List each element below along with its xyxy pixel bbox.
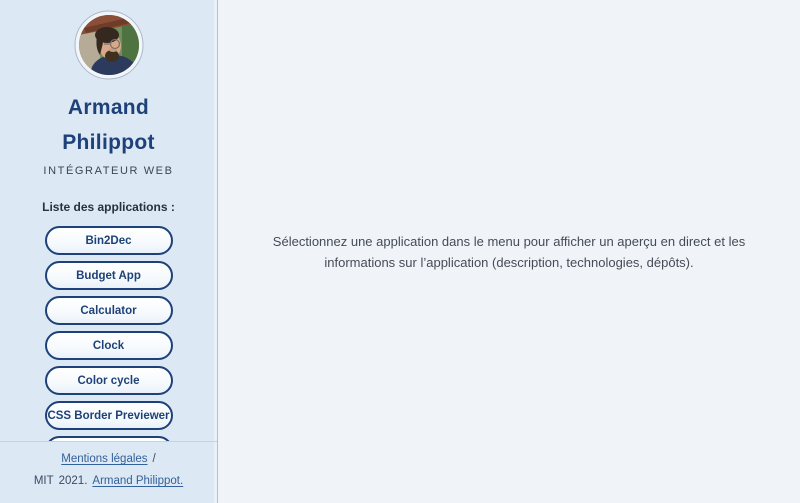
footer-separator: / xyxy=(152,453,156,465)
app-button[interactable] xyxy=(45,296,173,325)
avatar-photo-icon xyxy=(74,10,144,80)
site-title xyxy=(62,90,155,160)
footer-legal-line xyxy=(61,451,156,468)
app-button-label: Color cycle xyxy=(77,374,140,387)
app-button[interactable] xyxy=(45,366,173,395)
app-button[interactable] xyxy=(45,261,173,290)
app-button-label: Bin2Dec xyxy=(85,234,132,247)
main-panel xyxy=(218,0,800,503)
legal-notice-link[interactable]: Mentions légales xyxy=(61,453,148,465)
app-button-label: CSS Border Previewer xyxy=(47,409,170,422)
app-button[interactable] xyxy=(45,226,173,255)
app-button-label: Budget App xyxy=(76,269,141,282)
empty-state-message: Sélectionnez une application dans le menu pour afficher un aperçu en direct et les informations sur l’application (description, technologies, dépôts). xyxy=(272,233,746,270)
apps-nav xyxy=(45,226,173,441)
app-button[interactable] xyxy=(45,401,173,430)
apps-list-heading: Liste des applications : xyxy=(42,200,175,214)
author-link[interactable]: Armand Philippot. xyxy=(92,475,184,487)
license-year: 2021. xyxy=(58,475,88,487)
sidebar xyxy=(0,0,218,503)
site-role: INTÉGRATEUR WEB xyxy=(43,165,174,177)
site-title-line1: Armand xyxy=(67,96,150,119)
sidebar-footer xyxy=(0,441,217,503)
avatar xyxy=(74,10,144,80)
app-button[interactable] xyxy=(45,331,173,360)
footer-license-line xyxy=(34,473,183,490)
site-title-line2: Philippot xyxy=(62,131,155,154)
license-label: MIT xyxy=(33,475,54,487)
app-button-label: Clock xyxy=(92,339,125,352)
app-button-label: Calculator xyxy=(80,304,137,317)
